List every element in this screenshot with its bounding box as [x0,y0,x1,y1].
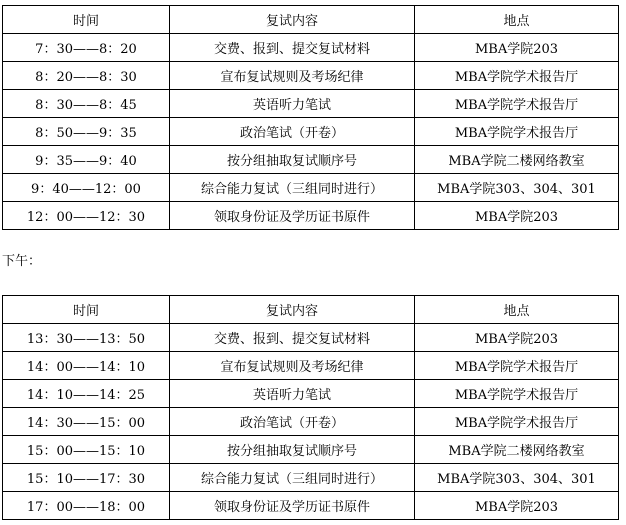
cell-time: 8：20——8：30 [3,62,170,90]
cell-content: 英语听力笔试 [170,380,415,408]
cell-place: MBA学院学术报告厅 [415,380,619,408]
header-content: 复试内容 [170,6,415,34]
table-header-row [3,6,619,34]
cell-place: MBA学院203 [415,202,619,230]
cell-content: 政治笔试（开卷） [170,408,415,436]
cell-time: 8：50——9：35 [3,118,170,146]
afternoon-label: 下午： [2,254,42,269]
cell-time: 14：30——15：00 [3,408,170,436]
cell-content: 宣布复试规则及考场纪律 [170,352,415,380]
table-row [3,324,619,352]
cell-place: MBA学院203 [415,34,619,62]
table-row [3,408,619,436]
table-row [3,492,619,520]
table-row [3,380,619,408]
table-row [3,352,619,380]
table-row [3,174,619,202]
cell-time: 15：10——17：30 [3,464,170,492]
morning-schedule-table [2,5,619,230]
table-row [3,436,619,464]
cell-time: 14：10——14：25 [3,380,170,408]
header-time: 时间 [3,6,170,34]
cell-time: 9：40——12：00 [3,174,170,202]
cell-content: 领取身份证及学历证书原件 [170,202,415,230]
cell-place: MBA学院303、304、301 [415,174,619,202]
cell-time: 15：00——15：10 [3,436,170,464]
cell-place: MBA学院二楼网络教室 [415,436,619,464]
table-row [3,34,619,62]
cell-time: 9：35——9：40 [3,146,170,174]
cell-content: 宣布复试规则及考场纪律 [170,62,415,90]
header-content: 复试内容 [170,296,415,324]
cell-place: MBA学院学术报告厅 [415,118,619,146]
table-row [3,62,619,90]
header-time: 时间 [3,296,170,324]
cell-place: MBA学院203 [415,492,619,520]
cell-place: MBA学院学术报告厅 [415,408,619,436]
table-row [3,202,619,230]
table-row [3,146,619,174]
cell-time: 12：00——12：30 [3,202,170,230]
cell-content: 按分组抽取复试顺序号 [170,146,415,174]
cell-content: 综合能力复试（三组同时进行） [170,464,415,492]
cell-time: 17：00——18：00 [3,492,170,520]
cell-time: 7：30——8：20 [3,34,170,62]
cell-place: MBA学院学术报告厅 [415,352,619,380]
table-header-row [3,296,619,324]
cell-content: 按分组抽取复试顺序号 [170,436,415,464]
cell-content: 交费、报到、提交复试材料 [170,324,415,352]
cell-place: MBA学院二楼网络教室 [415,146,619,174]
cell-content: 英语听力笔试 [170,90,415,118]
cell-place: MBA学院303、304、301 [415,464,619,492]
cell-time: 14：00——14：10 [3,352,170,380]
cell-content: 交费、报到、提交复试材料 [170,34,415,62]
cell-place: MBA学院203 [415,324,619,352]
cell-time: 13：30——13：50 [3,324,170,352]
table-row [3,118,619,146]
header-place: 地点 [415,296,619,324]
table-row [3,90,619,118]
header-place: 地点 [415,6,619,34]
table-row [3,464,619,492]
cell-content: 领取身份证及学历证书原件 [170,492,415,520]
cell-place: MBA学院学术报告厅 [415,90,619,118]
cell-time: 8：30——8：45 [3,90,170,118]
afternoon-schedule-table [2,295,619,520]
cell-content: 政治笔试（开卷） [170,118,415,146]
cell-content: 综合能力复试（三组同时进行） [170,174,415,202]
cell-place: MBA学院学术报告厅 [415,62,619,90]
